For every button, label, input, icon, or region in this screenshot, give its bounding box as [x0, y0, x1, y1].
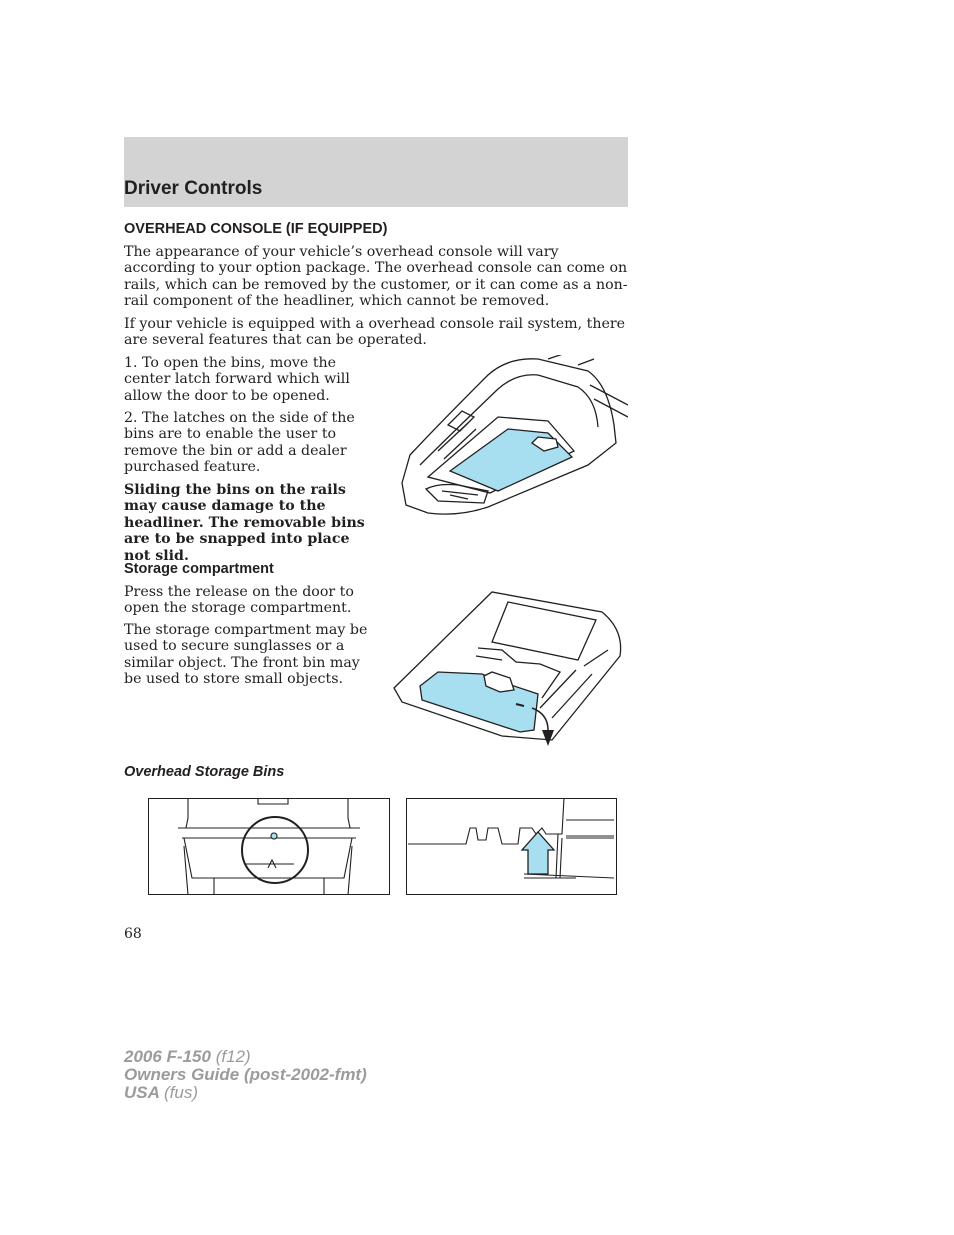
- bin-latch-detail-illustration: [148, 798, 390, 895]
- intro-paragraph: The appearance of your vehicle’s overhead console will vary according to your option package. The overhead console can come on rails, which can be removed by the customer, or it can come as a non-rail component of the headliner, which cannot be removed.: [124, 244, 628, 310]
- storage-paragraph-1: Press the release on the door to open the storage compartment.: [124, 584, 354, 617]
- footer-market-code: (fus): [164, 1083, 198, 1102]
- step-2-text: 2. The latches on the side of the bins are to enable the user to remove the bin or add a dealer purchased feature.: [124, 410, 355, 476]
- step-1-text: 1. To open the bins, move the center latch forward which will allow the door to be opened.: [124, 355, 350, 404]
- footer-model: 2006 F-150: [124, 1047, 211, 1066]
- footer-line-2: Owners Guide (post-2002-fmt): [124, 1065, 367, 1084]
- overhead-console-illustration: [398, 355, 628, 520]
- footer-line-3: [124, 1084, 367, 1102]
- rail-system-paragraph: If your vehicle is equipped with a overhead console rail system, there are several features that can be operated.: [124, 316, 626, 349]
- footer-market: USA: [124, 1083, 160, 1102]
- storage-compartment-illustration: [392, 590, 628, 750]
- footer-model-code: (f12): [215, 1047, 251, 1066]
- storage-paragraph-2: The storage compartment may be used to secure sunglasses or a similar object. The front bin may be used to store small objects.: [124, 622, 368, 688]
- section-title: Driver Controls: [124, 178, 263, 199]
- warning-text: Sliding the bins on the rails may cause damage to the headliner. The removable bins are to be snapped into place not slid.: [124, 482, 365, 564]
- overhead-console-heading: OVERHEAD CONSOLE (IF EQUIPPED): [124, 221, 388, 237]
- page-number: 68: [124, 926, 142, 942]
- footer-line-1: [124, 1048, 367, 1066]
- footer: [124, 1048, 367, 1102]
- bin-removal-detail-illustration: [406, 798, 617, 895]
- overhead-storage-bins-caption: Overhead Storage Bins: [124, 764, 285, 780]
- storage-heading: Storage compartment: [124, 561, 274, 577]
